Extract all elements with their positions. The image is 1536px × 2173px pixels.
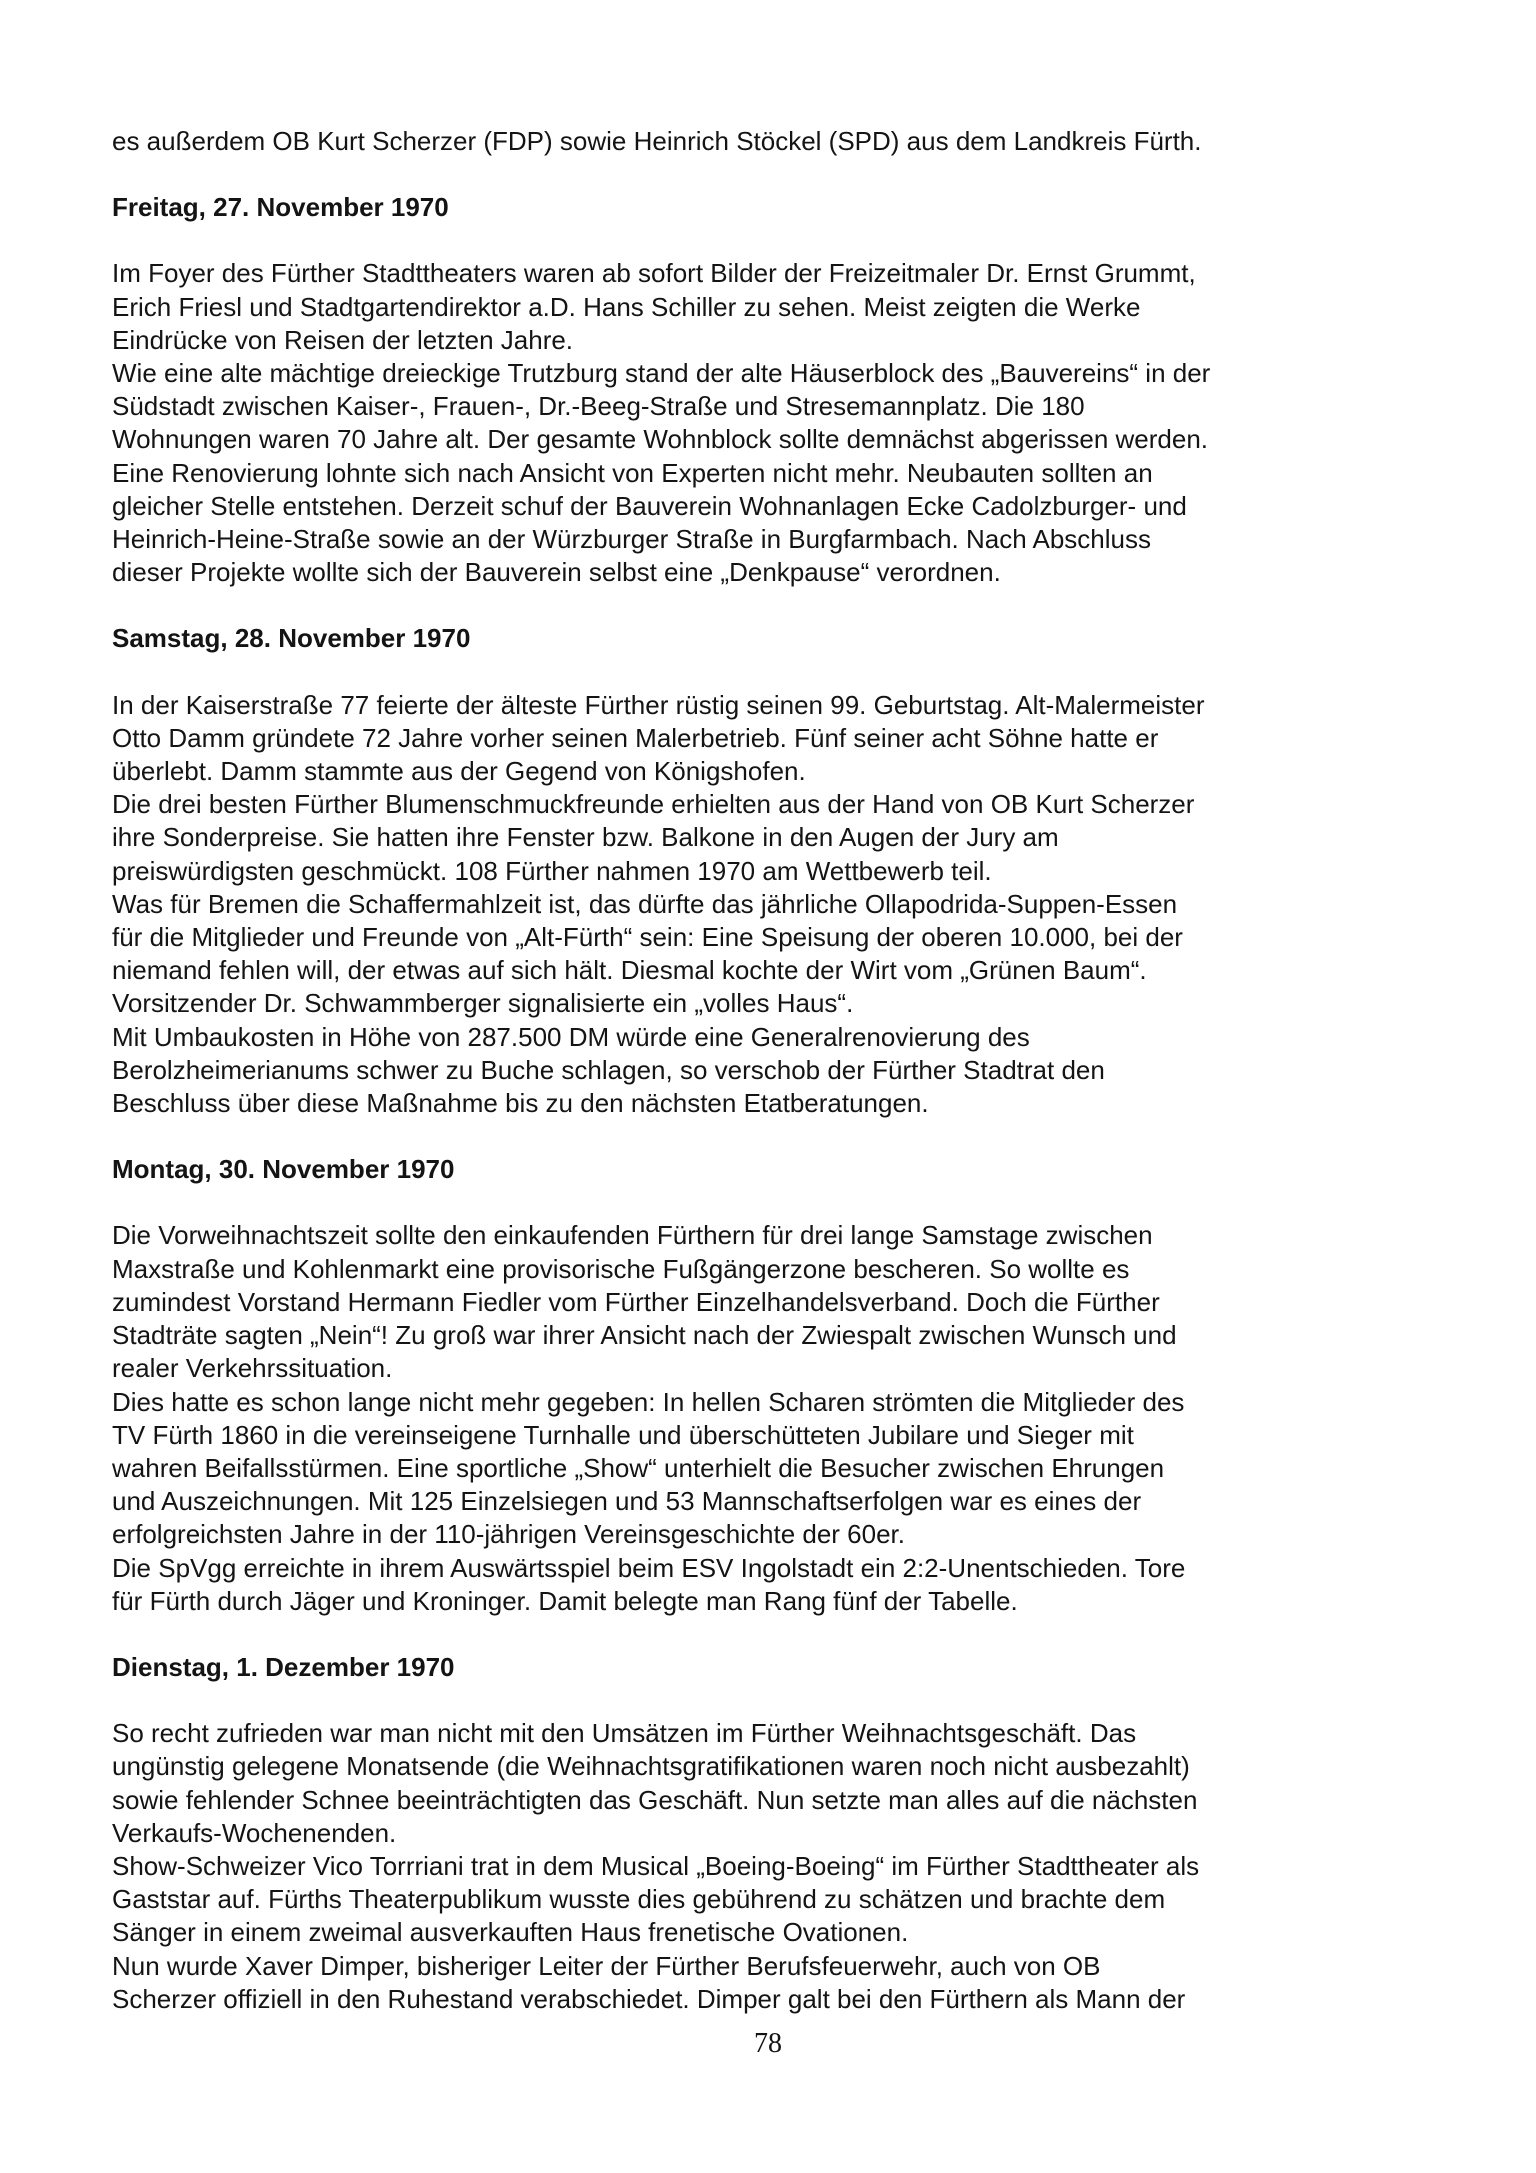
date-heading: Dienstag, 1. Dezember 1970 xyxy=(112,1651,455,1682)
text-line: Wie eine alte mächtige dreieckige Trutzburg stand der alte Häuserblock des „Bauvereins“ in der xyxy=(112,358,1211,389)
text-line: Dies hatte es schon lange nicht mehr gegeben: In hellen Scharen strömten die Mitglieder des xyxy=(112,1386,1185,1417)
text-line: niemand fehlen will, der etwas auf sich hält. Diesmal kochte der Wirt vom „Grünen Baum“. xyxy=(112,955,1147,986)
text-line: Sänger in einem zweimal ausverkauften Haus frenetische Ovationen. xyxy=(112,1917,909,1948)
text-line: Stadträte sagten „Nein“! Zu groß war ihrer Ansicht nach der Zwiespalt zwischen Wunsch und xyxy=(112,1320,1177,1351)
paragraph-gap xyxy=(112,656,1342,689)
text-line: preiswürdigsten geschmückt. 108 Fürther nahmen 1970 am Wettbewerb teil. xyxy=(112,855,992,886)
text-line: ihre Sonderpreise. Sie hatten ihre Fenster bzw. Balkone in den Augen der Jury am xyxy=(112,822,1059,853)
date-heading: Freitag, 27. November 1970 xyxy=(112,192,449,223)
text-line: zumindest Vorstand Hermann Fiedler vom Fürther Einzelhandelsverband. Doch die Fürther xyxy=(112,1286,1160,1317)
text-line: dieser Projekte wollte sich der Bauverein selbst eine „Denkpause“ verordnen. xyxy=(112,557,1001,588)
paragraph-gap xyxy=(112,1186,1342,1219)
text-line: Die Vorweihnachtszeit sollte den einkaufenden Fürthern für drei lange Samstage zwischen xyxy=(112,1220,1153,1251)
text-line: Heinrich-Heine-Straße sowie an der Würzburger Straße in Burgfarmbach. Nach Abschluss xyxy=(112,524,1151,555)
text-line: Verkaufs-Wochenenden. xyxy=(112,1817,397,1848)
text-line: überlebt. Damm stammte aus der Gegend von Königshofen. xyxy=(112,756,806,787)
text-line: gleicher Stelle entstehen. Derzeit schuf der Bauverein Wohnanlagen Ecke Cadolzburger- und xyxy=(112,490,1187,521)
text-line: ungünstig gelegene Monatsende (die Weihnachtsgratifikationen waren noch nicht ausbezahlt) xyxy=(112,1751,1190,1782)
text-line: Nun wurde Xaver Dimper, bisheriger Leiter der Fürther Berufsfeuerwehr, auch von OB xyxy=(112,1950,1101,1981)
text-line: In der Kaiserstraße 77 feierte der älteste Fürther rüstig seinen 99. Geburtstag. Alt-Malermeister xyxy=(112,689,1205,720)
text-line: Vorsitzender Dr. Schwammberger signalisierte ein „volles Haus“. xyxy=(112,988,854,1019)
paragraph xyxy=(112,1219,1342,1617)
text-line: Eindrücke von Reisen der letzten Jahre. xyxy=(112,324,574,355)
text-line: Südstadt zwischen Kaiser-, Frauen-, Dr.-Beeg-Straße und Stresemannplatz. Die 180 xyxy=(112,391,1085,422)
page-number: 78 xyxy=(754,2028,782,2059)
text-line: Erich Friesl und Stadtgartendirektor a.D. Hans Schiller zu sehen. Meist zeigten die Werke xyxy=(112,291,1141,322)
text-line: Eine Renovierung lohnte sich nach Ansicht von Experten nicht mehr. Neubauten sollten an xyxy=(112,457,1153,488)
paragraph xyxy=(112,689,1342,1121)
text-line: Was für Bremen die Schaffermahlzeit ist, das dürfte das jährliche Ollapodrida-Suppen-Essen xyxy=(112,888,1178,919)
text-line: Mit Umbaukosten in Höhe von 287.500 DM würde eine Generalrenovierung des xyxy=(112,1021,1030,1052)
text-line: erfolgreichsten Jahre in der 110-jährigen Vereinsgeschichte der 60er. xyxy=(112,1519,905,1550)
text-line: für die Mitglieder und Freunde von „Alt-Fürth“ sein: Eine Speisung der oberen 10.000, bei der xyxy=(112,922,1183,953)
text-line: Wohnungen waren 70 Jahre alt. Der gesamte Wohnblock sollte demnächst abgerissen werden. xyxy=(112,424,1208,455)
text-line: und Auszeichnungen. Mit 125 Einzelsiegen und 53 Mannschaftserfolgen war es eines der xyxy=(112,1486,1142,1517)
text-line: Die SpVgg erreichte in ihrem Auswärtsspiel beim ESV Ingolstadt ein 2:2-Unentschieden. Tore xyxy=(112,1552,1186,1583)
paragraph-gap xyxy=(112,589,1342,622)
document-page xyxy=(112,125,1342,2016)
date-heading: Samstag, 28. November 1970 xyxy=(112,623,471,654)
text-line: So recht zufrieden war man nicht mit den Umsätzen im Fürther Weihnachtsgeschäft. Das xyxy=(112,1718,1137,1749)
text-line: Gaststar auf. Fürths Theaterpublikum wusste dies gebührend zu schätzen und brachte dem xyxy=(112,1884,1166,1915)
text-line: Die drei besten Fürther Blumenschmuckfreunde erhielten aus der Hand von OB Kurt Scherzer xyxy=(112,789,1195,820)
text-line: Show-Schweizer Vico Torrriani trat in dem Musical „Boeing-Boeing“ im Fürther Stadttheater als xyxy=(112,1850,1200,1881)
text-line: es außerdem OB Kurt Scherzer (FDP) sowie Heinrich Stöckel (SPD) aus dem Landkreis Fürth. xyxy=(112,126,1202,156)
paragraph-gap xyxy=(112,1120,1342,1153)
text-line: Beschluss über diese Maßnahme bis zu den nächsten Etatberatungen. xyxy=(112,1088,929,1119)
paragraph-gap xyxy=(112,1684,1342,1717)
text-line: Im Foyer des Fürther Stadttheaters waren ab sofort Bilder der Freizeitmaler Dr. Ernst Grummt, xyxy=(112,258,1196,289)
text-line: sowie fehlender Schnee beeinträchtigten das Geschäft. Nun setzte man alles auf die nächsten xyxy=(112,1784,1198,1815)
paragraph xyxy=(112,125,1342,158)
text-line: realer Verkehrssituation. xyxy=(112,1353,393,1384)
text-line: Otto Damm gründete 72 Jahre vorher seinen Malerbetrieb. Fünf seiner acht Söhne hatte er xyxy=(112,722,1159,753)
text-line: Scherzer offiziell in den Ruhestand verabschiedet. Dimper galt bei den Fürthern als Mann der xyxy=(112,1983,1186,2014)
date-heading: Montag, 30. November 1970 xyxy=(112,1154,455,1185)
text-line: Berolzheimerianums schwer zu Buche schlagen, so verschob der Fürther Stadtrat den xyxy=(112,1054,1105,1085)
text-line: wahren Beifallsstürmen. Eine sportliche „Show“ unterhielt die Besucher zwischen Ehrungen xyxy=(112,1452,1165,1483)
paragraph xyxy=(112,1717,1342,2016)
text-line: TV Fürth 1860 in die vereinseigene Turnhalle und überschütteten Jubilare und Sieger mit xyxy=(112,1419,1134,1450)
paragraph-gap xyxy=(112,158,1342,191)
paragraph-gap xyxy=(112,1618,1342,1651)
text-line: Maxstraße und Kohlenmarkt eine provisorische Fußgängerzone bescheren. So wollte es xyxy=(112,1253,1130,1284)
text-line: für Fürth durch Jäger und Kroninger. Damit belegte man Rang fünf der Tabelle. xyxy=(112,1585,1018,1616)
paragraph-gap xyxy=(112,224,1342,257)
paragraph xyxy=(112,257,1342,589)
